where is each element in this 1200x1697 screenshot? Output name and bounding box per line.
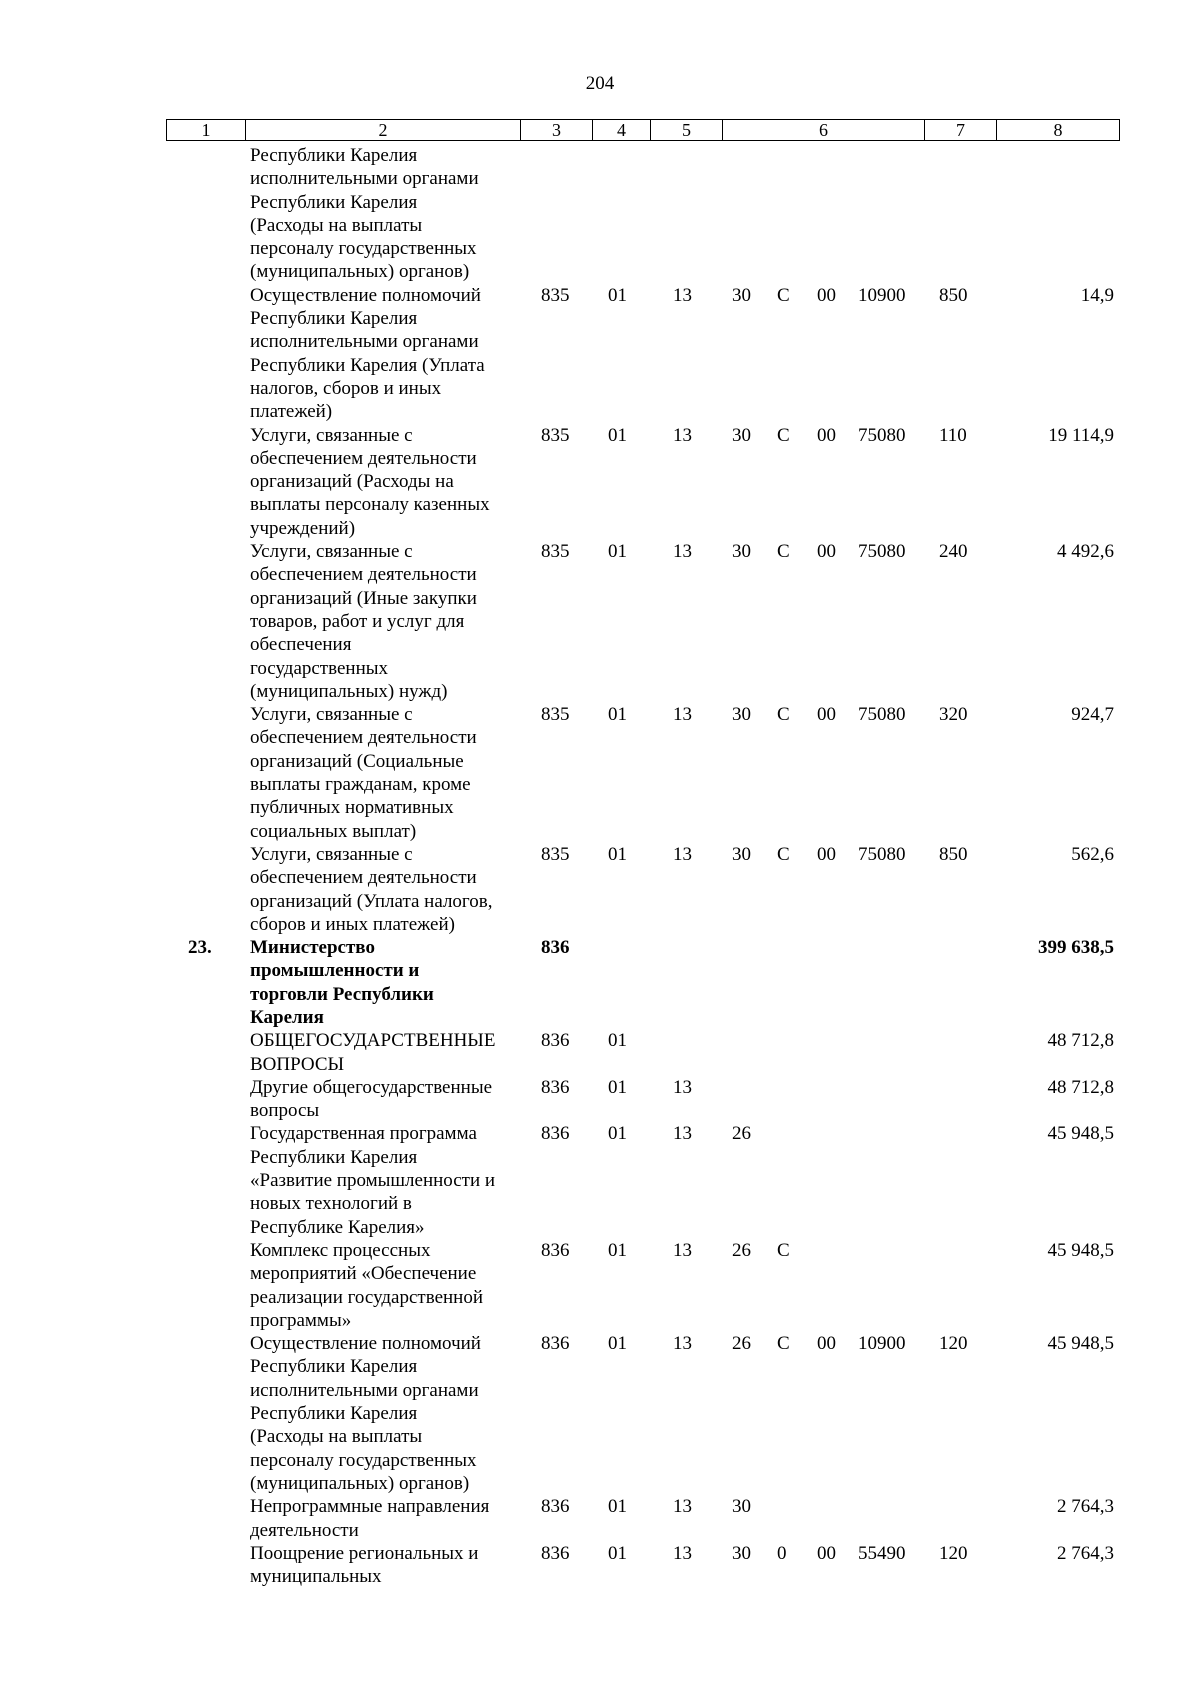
description-line: деятельности xyxy=(250,1519,359,1541)
col-5-subsection: 13 xyxy=(673,284,692,306)
description-line: (муниципальных) органов) xyxy=(250,261,470,283)
description-line: промышленности и xyxy=(250,960,420,982)
col-6-program: 30 xyxy=(732,424,751,446)
col-8-amount: 45 948,5 xyxy=(1047,1123,1114,1145)
description-line: Республики Карелия xyxy=(250,1403,418,1425)
col-6-program: 30 xyxy=(732,541,751,563)
description-line: обеспечением деятельности xyxy=(250,727,477,749)
description-line: (муниципальных) органов) xyxy=(250,1472,470,1494)
col-4-section: 01 xyxy=(608,1496,627,1518)
col-6-direction: 10900 xyxy=(858,284,906,306)
col-7-expense-type: 850 xyxy=(939,284,968,306)
col-6-direction: 75080 xyxy=(858,424,906,446)
col-4-section: 01 xyxy=(608,1333,627,1355)
row-description xyxy=(250,284,520,424)
table-row xyxy=(0,843,1200,936)
col-6-program: 26 xyxy=(732,1123,751,1145)
col-6-main-event: 00 xyxy=(817,1333,836,1355)
row-description xyxy=(250,1076,520,1123)
description-line: новых технологий в xyxy=(250,1193,412,1215)
description-line: организаций (Уплата налогов, xyxy=(250,890,493,912)
col-4-section: 01 xyxy=(608,704,627,726)
col-6-program: 30 xyxy=(732,1542,751,1564)
col-8-amount: 19 114,9 xyxy=(1048,424,1114,446)
description-line: Непрограммные направления xyxy=(250,1496,490,1518)
description-line: платежей) xyxy=(250,401,333,423)
description-line: публичных нормативных xyxy=(250,797,454,819)
description-line: Другие общегосударственные xyxy=(250,1076,493,1098)
col-6-main-event: 00 xyxy=(817,843,836,865)
description-line: Услуги, связанные с xyxy=(250,424,413,446)
description-line: Государственная программа xyxy=(250,1123,477,1145)
description-line: Республике Карелия» xyxy=(250,1216,425,1238)
table-row xyxy=(0,540,1200,703)
row-description xyxy=(250,144,520,284)
col-3-ministry-code: 835 xyxy=(541,424,570,446)
description-line: (Расходы на выплаты xyxy=(250,1426,423,1448)
col-6-main-event: 00 xyxy=(817,704,836,726)
table-row xyxy=(0,703,1200,843)
col-5-subsection: 13 xyxy=(673,843,692,865)
col-6-main-event: 00 xyxy=(817,424,836,446)
col-6-subprogram: С xyxy=(777,1333,790,1355)
col-7-expense-type: 120 xyxy=(939,1333,968,1355)
page-number: 204 xyxy=(585,73,615,94)
col-8-amount: 2 764,3 xyxy=(1057,1542,1114,1564)
col-6-direction: 75080 xyxy=(858,704,906,726)
header-col-6: 6 xyxy=(722,120,924,140)
table-row xyxy=(0,144,1200,284)
col-3-ministry-code: 836 xyxy=(541,1496,570,1518)
col-4-section: 01 xyxy=(608,541,627,563)
description-line: персоналу государственных xyxy=(250,1449,477,1471)
description-line: ВОПРОСЫ xyxy=(250,1053,345,1075)
col-3-ministry-code: 836 xyxy=(541,1333,570,1355)
col-6-program: 30 xyxy=(732,284,751,306)
col-6-direction: 75080 xyxy=(858,541,906,563)
col-3-ministry-code: 835 xyxy=(541,541,570,563)
header-col-8: 8 xyxy=(996,120,1119,140)
description-line: товаров, работ и услуг для xyxy=(250,610,465,632)
col-5-subsection: 13 xyxy=(673,541,692,563)
row-description xyxy=(250,1542,520,1589)
col-6-subprogram: 0 xyxy=(777,1542,787,1564)
row-description xyxy=(250,1239,520,1332)
description-line: ОБЩЕГОСУДАРСТВЕННЫЕ xyxy=(250,1030,496,1052)
col-8-amount: 45 948,5 xyxy=(1047,1239,1114,1261)
row-description xyxy=(250,1495,520,1542)
col-4-section: 01 xyxy=(608,1239,627,1261)
col-4-section: 01 xyxy=(608,843,627,865)
col-7-expense-type: 320 xyxy=(939,704,968,726)
col-7-expense-type: 850 xyxy=(939,843,968,865)
description-line: Республики Карелия xyxy=(250,1356,418,1378)
description-line: (муниципальных) нужд) xyxy=(250,680,448,702)
header-col-7: 7 xyxy=(924,120,996,140)
col-8-amount: 562,6 xyxy=(1071,843,1114,865)
col-3-ministry-code: 836 xyxy=(541,1239,570,1261)
description-line: Осуществление полномочий xyxy=(250,284,481,306)
table-row xyxy=(0,1542,1200,1589)
description-line: вопросы xyxy=(250,1100,320,1122)
col-6-program: 30 xyxy=(732,704,751,726)
row-description xyxy=(250,1332,520,1495)
row-description xyxy=(250,424,520,540)
col-6-program: 26 xyxy=(732,1239,751,1261)
col-3-ministry-code: 836 xyxy=(541,1542,570,1564)
col-6-subprogram: С xyxy=(777,284,790,306)
description-line: Министерство xyxy=(250,937,375,959)
col-4-section: 01 xyxy=(608,284,627,306)
description-line: Осуществление полномочий xyxy=(250,1333,481,1355)
col-3-ministry-code: 835 xyxy=(541,843,570,865)
col-6-program: 30 xyxy=(732,1496,751,1518)
description-line: сборов и иных платежей) xyxy=(250,913,455,935)
col-6-main-event: 00 xyxy=(817,284,836,306)
col-8-amount: 2 764,3 xyxy=(1057,1496,1114,1518)
description-line: Республики Карелия (Уплата xyxy=(250,354,485,376)
col-4-section: 01 xyxy=(608,1076,627,1098)
description-line: обеспечением деятельности xyxy=(250,564,477,586)
col-7-expense-type: 110 xyxy=(939,424,967,446)
header-col-1: 1 xyxy=(201,120,211,140)
description-line: Республики Карелия xyxy=(250,308,418,330)
col-5-subsection: 13 xyxy=(673,1496,692,1518)
description-line: Карелия xyxy=(250,1006,324,1028)
col-6-subprogram: С xyxy=(777,541,790,563)
col-3-ministry-code: 836 xyxy=(541,1123,570,1145)
description-line: персоналу государственных xyxy=(250,238,477,260)
col-8-amount: 924,7 xyxy=(1071,704,1114,726)
col-6-subprogram: С xyxy=(777,704,790,726)
header-col-4: 4 xyxy=(592,120,650,140)
row-description xyxy=(250,1122,520,1238)
col-4-section: 01 xyxy=(608,424,627,446)
col-5-subsection: 13 xyxy=(673,1239,692,1261)
row-description xyxy=(250,936,520,1029)
col-4-section: 01 xyxy=(608,1542,627,1564)
description-line: учреждений) xyxy=(250,517,356,539)
row-description xyxy=(250,703,520,843)
table-row xyxy=(0,1076,1200,1123)
col-4-section: 01 xyxy=(608,1123,627,1145)
col-3-ministry-code: 836 xyxy=(541,937,570,959)
description-line: Комплекс процессных xyxy=(250,1239,431,1261)
col-5-subsection: 13 xyxy=(673,704,692,726)
col-6-direction: 55490 xyxy=(858,1542,906,1564)
description-line: Услуги, связанные с xyxy=(250,704,413,726)
col-6-direction: 75080 xyxy=(858,843,906,865)
col-5-subsection: 13 xyxy=(673,1542,692,1564)
table-row xyxy=(0,1029,1200,1076)
col-5-subsection: 13 xyxy=(673,1333,692,1355)
col-3-ministry-code: 835 xyxy=(541,284,570,306)
col-6-program: 26 xyxy=(732,1333,751,1355)
col-8-amount: 399 638,5 xyxy=(1038,937,1114,959)
description-line: мероприятий «Обеспечение xyxy=(250,1263,477,1285)
description-line: социальных выплат) xyxy=(250,820,417,842)
table-row xyxy=(0,1239,1200,1332)
description-line: организаций (Расходы на xyxy=(250,471,454,493)
row-description xyxy=(250,843,520,936)
col-5-subsection: 13 xyxy=(673,424,692,446)
table-row xyxy=(0,284,1200,424)
description-line: Поощрение региональных и xyxy=(250,1542,479,1564)
description-line: «Развитие промышленности и xyxy=(250,1170,496,1192)
description-line: организаций (Социальные xyxy=(250,750,464,772)
col-1-number: 23. xyxy=(188,937,212,959)
description-line: обеспечением деятельности xyxy=(250,447,477,469)
description-line: торговли Республики xyxy=(250,983,434,1005)
description-line: Услуги, связанные с xyxy=(250,843,413,865)
description-line: Республики Карелия xyxy=(250,191,418,213)
description-line: государственных xyxy=(250,657,389,679)
col-8-amount: 4 492,6 xyxy=(1057,541,1114,563)
col-8-amount: 48 712,8 xyxy=(1047,1030,1114,1052)
description-line: исполнительными органами xyxy=(250,331,479,353)
header-col-2: 2 xyxy=(245,120,520,140)
col-6-main-event: 00 xyxy=(817,1542,836,1564)
table-row xyxy=(0,1122,1200,1238)
header-col-3: 3 xyxy=(520,120,592,140)
table-row xyxy=(0,1495,1200,1542)
col-7-expense-type: 240 xyxy=(939,541,968,563)
col-6-direction: 10900 xyxy=(858,1333,906,1355)
col-6-subprogram: С xyxy=(777,1239,790,1261)
col-6-subprogram: С xyxy=(777,424,790,446)
row-description xyxy=(250,1029,520,1076)
col-8-amount: 45 948,5 xyxy=(1047,1333,1114,1355)
description-line: (Расходы на выплаты xyxy=(250,214,423,236)
header-col-5: 5 xyxy=(650,120,722,140)
description-line: исполнительными органами xyxy=(250,1379,479,1401)
description-line: реализации государственной xyxy=(250,1286,484,1308)
description-line: Услуги, связанные с xyxy=(250,541,413,563)
description-line: выплаты гражданам, кроме xyxy=(250,774,471,796)
description-line: организаций (Иные закупки xyxy=(250,587,477,609)
description-line: выплаты персоналу казенных xyxy=(250,494,490,516)
table-row xyxy=(0,936,1200,1029)
col-6-program: 30 xyxy=(732,843,751,865)
table-body xyxy=(0,144,1200,1588)
col-6-subprogram: С xyxy=(777,843,790,865)
col-5-subsection: 13 xyxy=(673,1123,692,1145)
description-line: исполнительными органами xyxy=(250,168,479,190)
col-6-main-event: 00 xyxy=(817,541,836,563)
description-line: обеспечением деятельности xyxy=(250,867,477,889)
description-line: обеспечения xyxy=(250,634,352,656)
table-row xyxy=(0,424,1200,540)
description-line: Республики Карелия xyxy=(250,145,418,166)
col-3-ministry-code: 836 xyxy=(541,1030,570,1052)
description-line: муниципальных xyxy=(250,1566,382,1588)
table-header-row xyxy=(166,119,1120,141)
description-line: Республики Карелия xyxy=(250,1146,418,1168)
table-row xyxy=(0,1332,1200,1495)
description-line: программы» xyxy=(250,1309,352,1331)
col-3-ministry-code: 836 xyxy=(541,1076,570,1098)
col-8-amount: 48 712,8 xyxy=(1047,1076,1114,1098)
col-4-section: 01 xyxy=(608,1030,627,1052)
col-7-expense-type: 120 xyxy=(939,1542,968,1564)
row-description xyxy=(250,540,520,703)
col-3-ministry-code: 835 xyxy=(541,704,570,726)
description-line: налогов, сборов и иных xyxy=(250,377,442,399)
col-5-subsection: 13 xyxy=(673,1076,692,1098)
col-8-amount: 14,9 xyxy=(1080,284,1114,306)
